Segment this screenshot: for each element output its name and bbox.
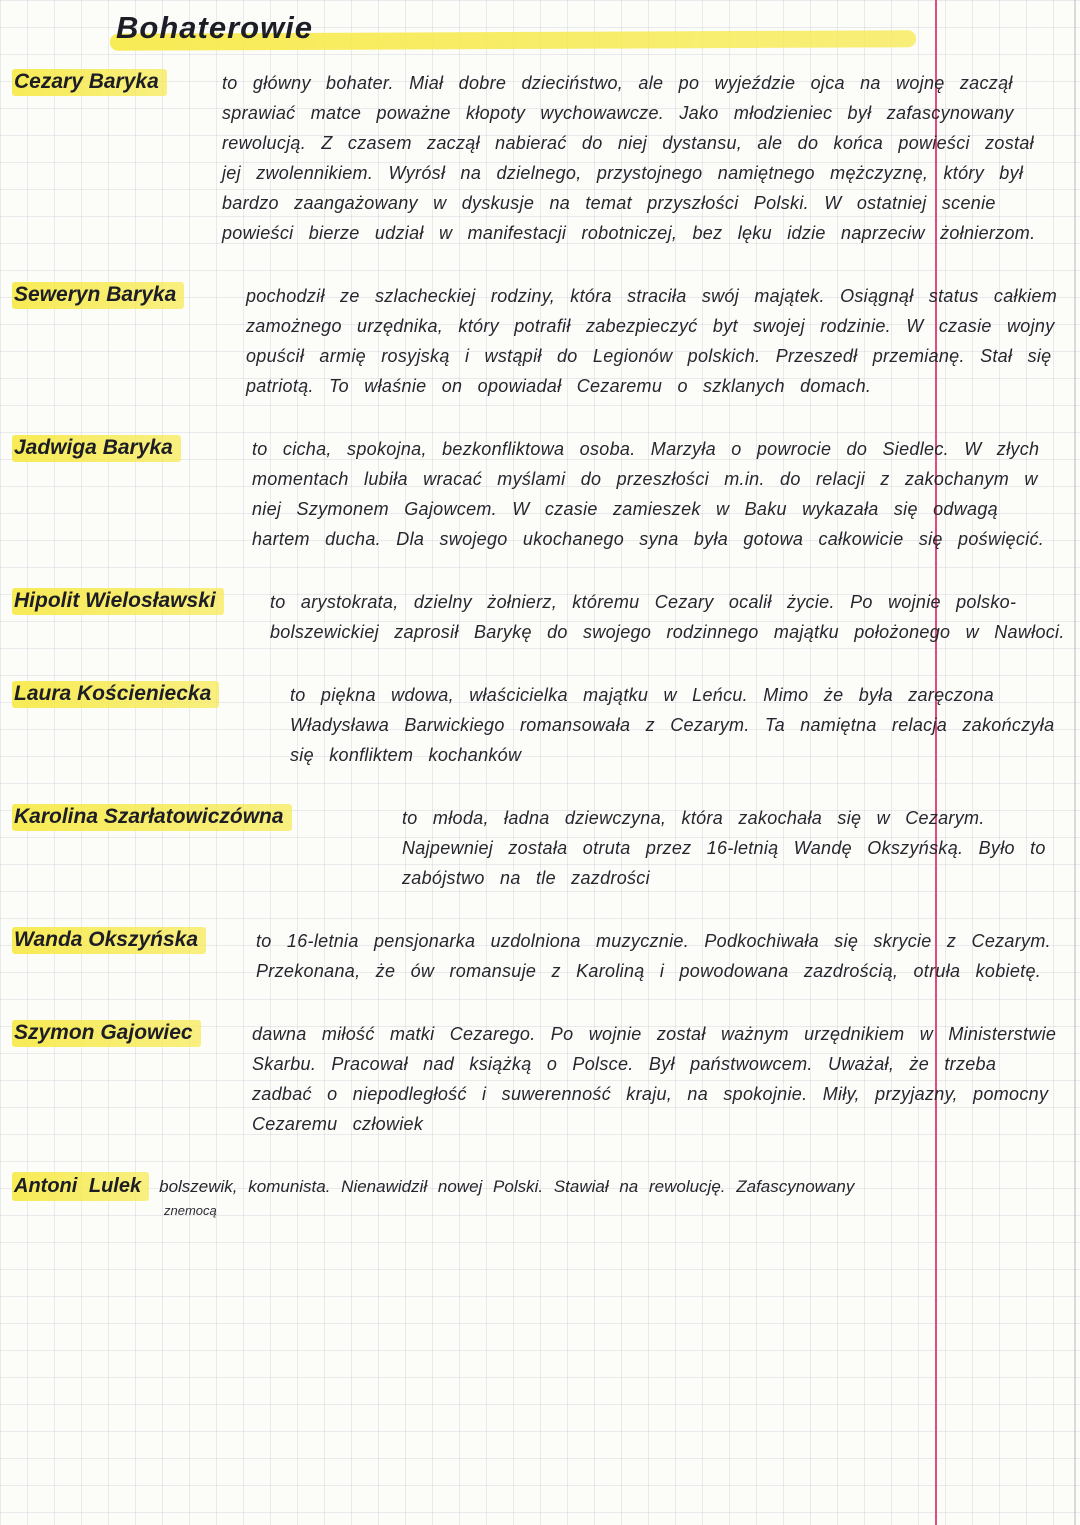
character-description: to cicha, spokojna, bezkonfliktowa osoba. Marzyła o powrocie do Siedlec. W złych momentach lubiła wracać myślami do przeszłości m.in. do relacji z zakochanym w niej Szymonem Gajowcem. W czasie zamieszek w Baku wykazała się odwagą hartem ducha. Dla swojego ukochanego syna była gotowa całkowicie się poświęcić.: [252, 439, 1045, 549]
handwritten-correction-note: znemocą: [164, 1203, 217, 1218]
character-description: to główny bohater. Miał dobre dzieciństwo, ale po wyjeździe ojca na wojnę zaczął sprawiać matce poważne kłopoty wychowawcze. Jako młodzieniec był zafascynowany rewolucją. Z czasem zaczął nabierać do niej dystansu, ale do końca powieści został jej zwolennikiem. Wyrósł na dzielnego, przystojnego namiętnego mężczyznę, który był bardzo zaangażowany w dyskusje na temat przyszłości Polski. W ostatniej scenie powieści bierze udział w manifestacji robotniczej, bez lęku idzie naprzeciw żołnierzom.: [222, 73, 1036, 243]
character-entry: [12, 926, 1066, 986]
entry-name-column: [12, 1019, 252, 1047]
character-entry: [12, 587, 1066, 647]
character-description: dawna miłość matki Cezarego. Po wojnie został ważnym urzędnikiem w Ministerstwie Skarbu. Pracował nad książką o Polsce. Był państwowcem. Uważał, że trzeba zadbać o niepodległość i suwerenność kraju, na spokojnie. Miły, przyjazny, pomocny Cezaremu człowiek: [252, 1024, 1057, 1134]
entry-name-column: [12, 926, 256, 954]
entry-name-column: [12, 281, 246, 309]
character-description: to 16-letnia pensjonarka uzdolniona muzycznie. Podkochiwała się skrycie z Cezarym. Przekonana, że ów romansuje z Karoliną i powodowana zazdrością, otruła kobietę.: [256, 931, 1051, 981]
character-list: [12, 68, 1066, 1218]
page-header: [12, 10, 1066, 62]
character-description: to młoda, ładna dziewczyna, która zakochała się w Cezarym. Najpewniej została otruta przez 16-letnią Wandę Okszyńską. Było to zabójstwo na tle zazdrości: [402, 808, 1046, 888]
entry-name-column: [12, 434, 252, 462]
character-name: Hipolit Wielosławski: [12, 588, 224, 615]
page-title: Bohaterowie: [116, 10, 314, 45]
character-description: to piękna wdowa, właścicielka majątku w Leńcu. Mimo że była zaręczona Władysława Barwickiego romansowała z Cezarym. Ta namiętna relacja zakończyła się konfliktem kochanków: [290, 685, 1055, 765]
character-entry: [12, 68, 1066, 248]
character-name: Jadwiga Baryka: [12, 435, 181, 462]
entry-name-column: [12, 803, 402, 831]
character-name: Karolina Szarłatowiczówna: [12, 804, 292, 831]
entry-name-column: [12, 587, 270, 615]
entry-name-column: [12, 680, 290, 708]
entry-name-column: [12, 68, 222, 96]
character-name: Laura Kościeniecka: [12, 681, 219, 708]
character-name: Cezary Baryka: [12, 69, 167, 96]
character-description: bolszewik, komunista. Nienawidził nowej Polski. Stawiał na rewolucję. Zafascynowany: [159, 1177, 855, 1196]
character-entry: [12, 281, 1066, 401]
character-name: Szymon Gajowiec: [12, 1020, 201, 1047]
character-entry: [12, 1019, 1066, 1139]
character-entry: [12, 434, 1066, 554]
character-description: pochodził ze szlacheckiej rodziny, która straciła swój majątek. Osiągnął status całkiem zamożnego urzędnika, który potrafił zabezpieczyć byt swojej rodzinie. W czasie wojny opuścił armię rosyjską i wstąpił do Legionów polskich. Przeszedł przemianę. Stał się patriotą. To właśnie on opowiadał Cezaremu o szklanych domach.: [246, 286, 1058, 396]
character-entry: [12, 803, 1066, 893]
character-name: Antoni Lulek: [12, 1172, 149, 1201]
character-name: Wanda Okszyńska: [12, 927, 206, 954]
character-entry: [12, 1172, 1066, 1218]
character-description: to arystokrata, dzielny żołnierz, któremu Cezary ocalił życie. Po wojnie polsko-bolszewickiej zaprosił Barykę do swojego rodzinnego majątku położonego w Nawłoci.: [270, 592, 1065, 642]
character-entry: [12, 680, 1066, 770]
character-name: Seweryn Baryka: [12, 282, 184, 309]
